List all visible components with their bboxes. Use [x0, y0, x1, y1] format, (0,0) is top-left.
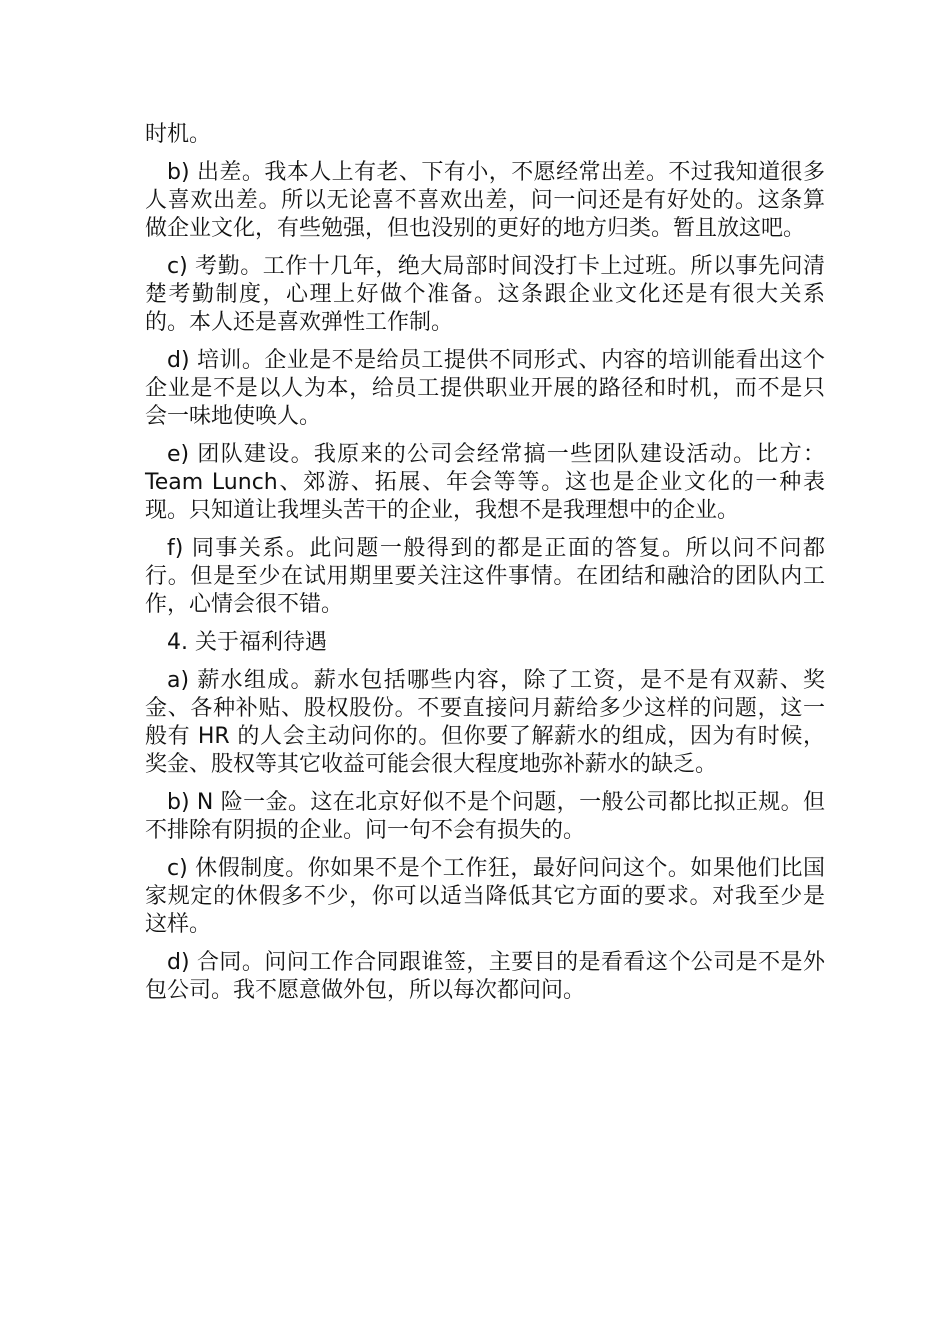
paragraph-attendance: c) 考勤。工作十几年，绝大局部时间没打卡上过班。所以事先问清楚考勤制度，心理上好做个准备。这条跟企业文化还是有很大关系的。本人还是喜欢弹性工作制。	[145, 254, 825, 335]
paragraph-insurance-fund: b) N 险一金。这在北京好似不是个问题，一般公司都比拟正规。但不排除有阴损的企业。问一句不会有损失的。	[145, 790, 825, 843]
paragraph-colleague-relations: f) 同事关系。此问题一般得到的都是正面的答复。所以问不问都行。但是至少在试用期里要关注这件事情。在团结和融洽的团队内工作，心情会很不错。	[145, 536, 825, 617]
paragraph-team-building: e) 团队建设。我原来的公司会经常搞一些团队建设活动。比方：Team Lunch、郊游、拓展、年会等等。这也是企业文化的一种表现。只知道让我埋头苦干的企业，我想不是我理想中的企业。	[145, 442, 825, 523]
section-heading-benefits: 4. 关于福利待遇	[167, 630, 327, 655]
paragraph-training: d) 培训。企业是不是给员工提供不同形式、内容的培训能看出这个企业是不是以人为本，给员工提供职业开展的路径和时机，而不是只会一味地使唤人。	[145, 348, 825, 429]
paragraph-business-travel: b) 出差。我本人上有老、下有小，不愿经常出差。不过我知道很多人喜欢出差。所以无论喜不喜欢出差，问一问还是有好处的。这条算做企业文化，有些勉强，但也没别的更好的地方归类。暂且放这吧。	[145, 160, 825, 241]
paragraph-vacation-policy: c) 休假制度。你如果不是个工作狂，最好问问这个。如果他们比国家规定的休假多不少，你可以适当降低其它方面的要求。对我至少是这样。	[145, 856, 825, 937]
paragraph-contract: d) 合同。问问工作合同跟谁签，主要目的是看看这个公司是不是外包公司。我不愿意做外包，所以每次都问问。	[145, 950, 825, 1003]
paragraph-continuation: 时机。	[145, 122, 212, 147]
paragraph-salary-composition: a) 薪水组成。薪水包括哪些内容，除了工资，是不是有双薪、奖金、各种补贴、股权股份。不要直接问月薪给多少这样的问题，这一般有 HR 的人会主动问你的。但你要了解薪水的组成，因为有时候，奖金、股权等其它收益可能会很大程度地弥补薪水的缺乏。	[145, 668, 825, 777]
document-body	[145, 121, 825, 1015]
